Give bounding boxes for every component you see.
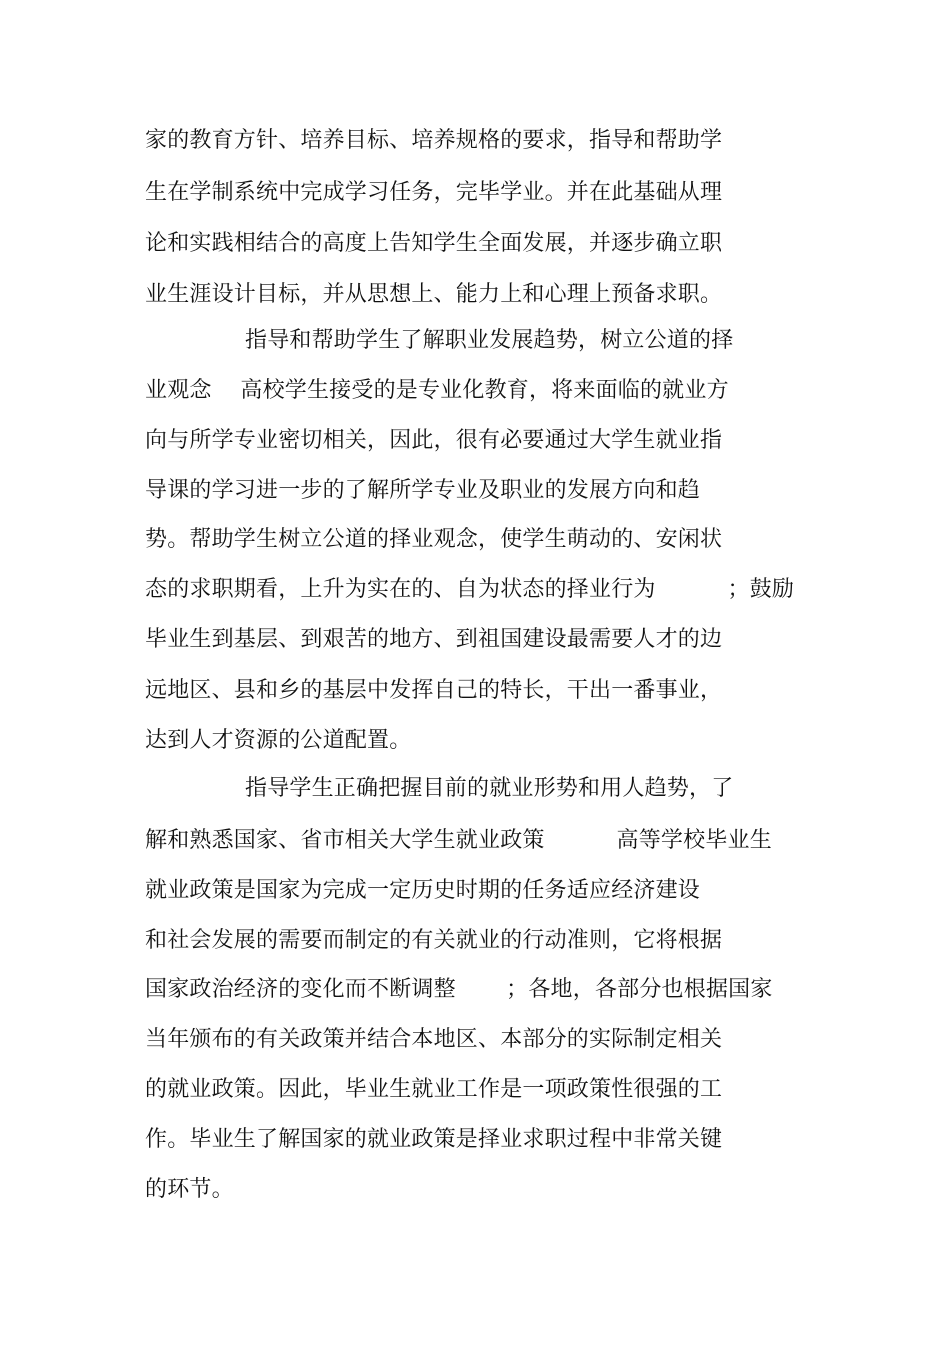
- text-line: 指导学生正确把握目前的就业形势和用人趋势，了: [245, 776, 734, 801]
- text-line: 论和实践相结合的高度上告知学生全面发展，并逐步确立职: [145, 231, 723, 256]
- text-line: 态的求职期看，上升为实在的、自为状态的择业行为 ；鼓励: [145, 577, 795, 602]
- text-line: 生在学制系统中完成学习任务，完毕学业。并在此基础从理: [145, 180, 723, 205]
- text-line: 毕业生到基层、到艰苦的地方、到祖国建设最需要人才的边: [145, 627, 723, 652]
- text-line: 解和熟悉国家、省市相关大学生就业政策 高等学校毕业生: [145, 828, 772, 853]
- text-line: 家的教育方针、培养目标、培养规格的要求，指导和帮助学: [145, 128, 723, 153]
- text-line: 当年颁布的有关政策并结合本地区、本部分的实际制定相关: [145, 1027, 723, 1052]
- text-line: 指导和帮助学生了解职业发展趋势，树立公道的择: [245, 328, 734, 353]
- text-line: 导课的学习进一步的了解所学专业及职业的发展方向和趋: [145, 478, 701, 503]
- text-line: 达到人才资源的公道配置。: [145, 728, 412, 753]
- text-line: 和社会发展的需要而制定的有关就业的行动准则，它将根据: [145, 928, 723, 953]
- text-line: 业观念 高校学生接受的是专业化教育，将来面临的就业方: [145, 378, 729, 403]
- text-line: 远地区、县和乡的基层中发挥自己的特长，干出一番事业，: [145, 678, 723, 703]
- text-line: 作。毕业生了解国家的就业政策是择业求职过程中非常关键: [145, 1127, 723, 1152]
- text-line: 的就业政策。因此，毕业生就业工作是一项政策性很强的工: [145, 1077, 723, 1102]
- text-line: 就业政策是国家为完成一定历史时期的任务适应经济建设: [145, 878, 701, 903]
- text-line: 势。帮助学生树立公道的择业观念，使学生萌动的、安闲状: [145, 527, 723, 552]
- text-line: 的环节。: [145, 1177, 234, 1202]
- text-line: 国家政治经济的变化而不断调整 ；各地，各部分也根据国家: [145, 977, 773, 1002]
- text-line: 业生涯设计目标，并从思想上、能力上和心理上预备求职。: [145, 282, 723, 307]
- text-line: 向与所学专业密切相关，因此，很有必要通过大学生就业指: [145, 428, 723, 453]
